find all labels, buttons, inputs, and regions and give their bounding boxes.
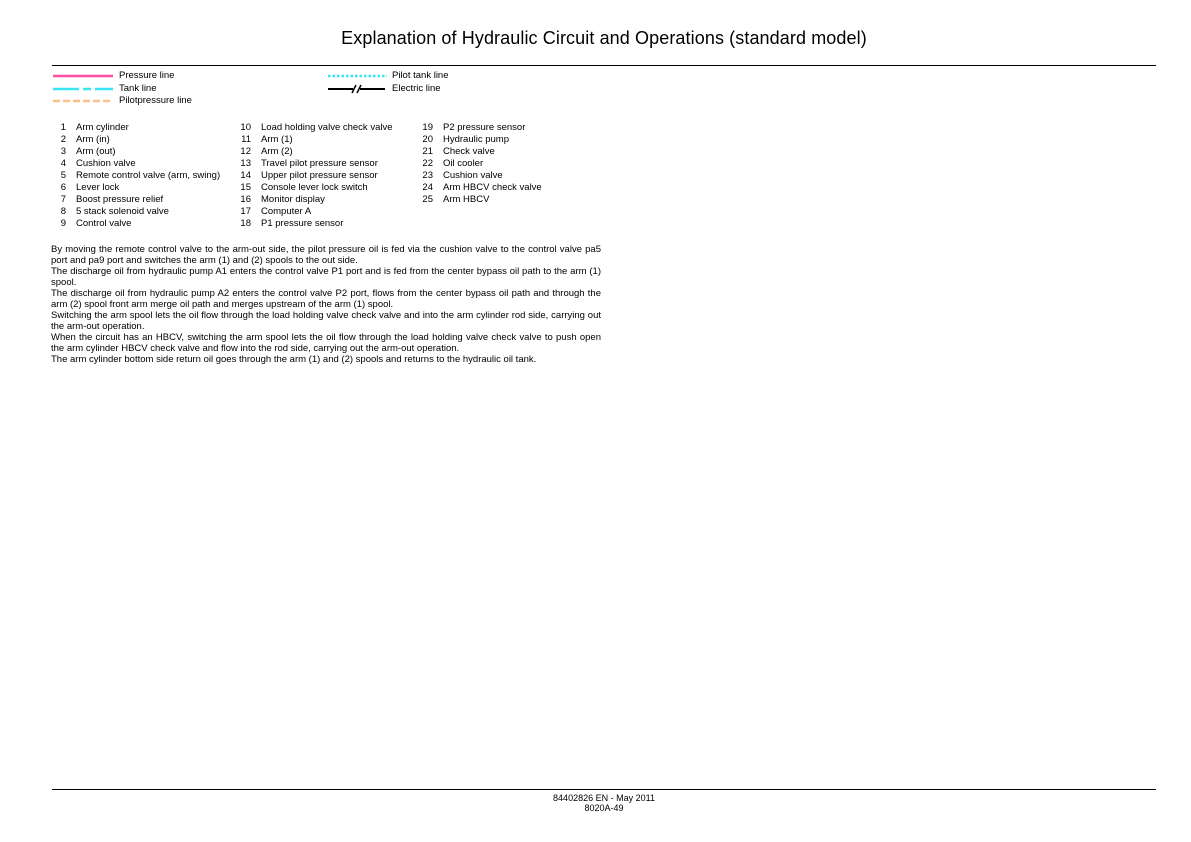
legend-label: Electric line <box>392 83 441 94</box>
legend-item-pilot-tank-line <box>327 70 527 82</box>
legend-label: Pilotpressure line <box>119 95 192 106</box>
page-title: Explanation of Hydraulic Circuit and Operations (standard model) <box>341 28 867 48</box>
part-number: 7 <box>60 194 66 205</box>
footer-doc-ref: 84402826 EN - May 2011 <box>553 793 655 803</box>
pilot-pressure-line-swatch <box>52 96 114 106</box>
part-number: 15 <box>240 182 251 193</box>
part-name: Console lever lock switch <box>261 182 368 193</box>
part-name: Arm (2) <box>261 146 293 157</box>
part-number: 4 <box>60 158 66 169</box>
part-number: 13 <box>240 158 251 169</box>
part-name: Arm HBCV check valve <box>443 182 542 193</box>
description-paragraph: By moving the remote control valve to the arm-out side, the pilot pressure oil is fed via the cushion valve to the control valve pa5 port and pa9 port and switches the arm (1) and (2) spools to the out side. <box>51 244 601 266</box>
legend-label: Tank line <box>119 83 157 94</box>
part-number: 25 <box>422 194 433 205</box>
part-number: 2 <box>60 134 66 145</box>
part-name: Boost pressure relief <box>76 194 164 205</box>
part-name: 5 stack solenoid valve <box>76 206 169 217</box>
part-name: Cushion valve <box>443 170 503 181</box>
part-name: Arm cylinder <box>76 122 129 133</box>
description-paragraph: When the circuit has an HBCV, switching the arm spool lets the oil flow through the load holding valve check valve to push open the arm cylinder HBCV check valve and flow into the rod side, carrying out the arm-out operation. <box>51 332 601 354</box>
part-name: Lever lock <box>76 182 120 193</box>
description-paragraph: The arm cylinder bottom side return oil goes through the arm (1) and (2) spools and returns to the hydraulic oil tank. <box>51 354 537 365</box>
part-name: Load holding valve check valve <box>261 122 393 133</box>
part-number: 6 <box>60 182 66 193</box>
part-number: 1 <box>60 122 66 133</box>
legend-item-electric-line <box>327 83 527 95</box>
part-number: 9 <box>60 218 66 229</box>
part-number: 5 <box>60 170 66 181</box>
part-number: 17 <box>240 206 251 217</box>
part-name: Arm HBCV <box>443 194 490 205</box>
part-name: P1 pressure sensor <box>261 218 344 229</box>
pilot-tank-line-swatch <box>327 71 389 81</box>
part-number: 10 <box>240 122 251 133</box>
part-name: Upper pilot pressure sensor <box>261 170 378 181</box>
footer-page-ref: 8020A-49 <box>584 803 624 813</box>
part-number: 3 <box>60 146 66 157</box>
part-number: 12 <box>240 146 251 157</box>
part-number: 23 <box>422 170 433 181</box>
operation-description <box>51 244 601 365</box>
description-paragraph: The discharge oil from hydraulic pump A1 enters the control valve P1 port and is fed from the center bypass oil path to the arm (1) spool. <box>51 266 601 288</box>
part-name: Travel pilot pressure sensor <box>261 158 378 169</box>
part-number: 8 <box>60 206 66 217</box>
legend-item-pilot-pressure-line <box>52 95 252 107</box>
description-paragraph: The discharge oil from hydraulic pump A2 enters the control valve P2 port, flows from the center bypass oil path and through the arm (2) spool front arm merge oil path and merges upstream of the arm (1) spool. <box>51 288 601 310</box>
part-name: Arm (out) <box>76 146 116 157</box>
footer-divider <box>52 789 1156 790</box>
tank-line-swatch <box>52 84 114 94</box>
part-name: Control valve <box>76 218 132 229</box>
part-name: Cushion valve <box>76 158 136 169</box>
legend-item-pressure-line <box>52 70 252 82</box>
part-number: 19 <box>422 122 433 133</box>
part-number: 21 <box>422 146 433 157</box>
part-number: 11 <box>241 134 251 145</box>
legend-item-tank-line <box>52 83 252 95</box>
part-name: Remote control valve (arm, swing) <box>76 170 221 181</box>
description-paragraph: Switching the arm spool lets the oil flow through the load holding valve check valve and into the arm cylinder rod side, carrying out the arm-out operation. <box>51 310 601 332</box>
legend-label: Pilot tank line <box>392 70 449 81</box>
part-number: 18 <box>240 218 251 229</box>
part-name: Hydraulic pump <box>443 134 509 145</box>
pressure-line-swatch <box>52 71 114 81</box>
part-name: Arm (1) <box>261 134 293 145</box>
part-number: 22 <box>422 158 433 169</box>
part-name: Check valve <box>443 146 495 157</box>
part-name: Monitor display <box>261 194 325 205</box>
part-name: Computer A <box>261 206 312 217</box>
part-number: 20 <box>422 134 433 145</box>
header-divider <box>52 65 1156 66</box>
part-name: Arm (in) <box>76 134 110 145</box>
legend-label: Pressure line <box>119 70 175 81</box>
electric-line-swatch <box>327 84 389 94</box>
part-number: 14 <box>240 170 251 181</box>
part-number: 24 <box>422 182 433 193</box>
part-name: P2 pressure sensor <box>443 122 526 133</box>
part-number: 16 <box>240 194 251 205</box>
part-name: Oil cooler <box>443 158 484 169</box>
